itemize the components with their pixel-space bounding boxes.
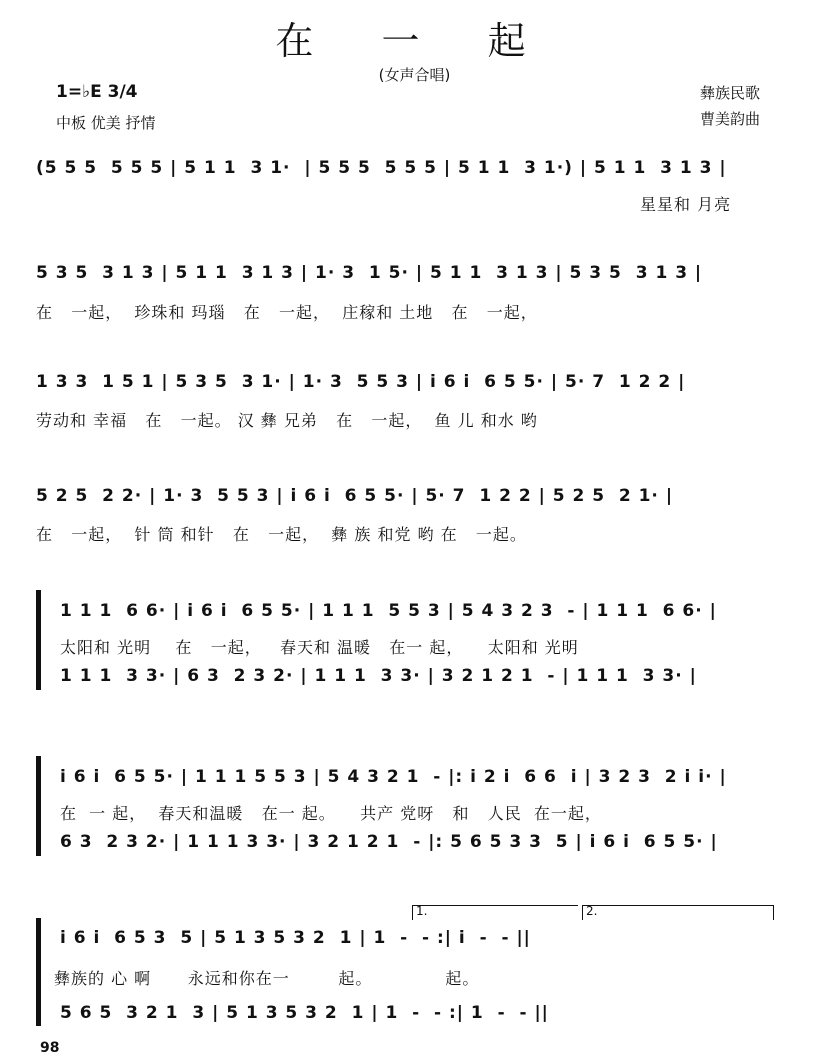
score-line-2-notes: 5 3 5 3 1 3 | 5 1 1 3 1 3 | 1· 3 1 5· | 5 1 1 3 1 3 | 5 3 5 3 1 3 | xyxy=(36,263,703,283)
page-title: 在 一 起 xyxy=(275,19,554,63)
score-line-5-upper: 1 1 1 6 6· | i 6 i 6 5 5· | 1 1 1 5 5 3 | 5 4 3 2 3 - | 1 1 1 6 6· | xyxy=(60,601,717,621)
system-bracket xyxy=(36,756,41,856)
score-line-7-lower: 5 6 5 3 2 1 3 | 5 1 3 5 3 2 1 | 1 - - :| 1 - - || xyxy=(60,1003,549,1023)
score-line-2-lyrics: 在 一起， 珍珠和 玛瑙 在 一起， 庄稼和 土地 在 一起， xyxy=(36,303,538,322)
score-line-5-lower: 1 1 1 3 3· | 6 3 2 3 2· | 1 1 1 3 3· | 3 2 1 2 1 - | 1 1 1 3 3· | xyxy=(60,666,697,686)
subtitle: (女声合唱) xyxy=(378,66,451,84)
system-bracket xyxy=(36,918,41,1026)
volta-2-label: 2. xyxy=(586,904,598,918)
score-line-4-lyrics: 在 一起， 针 筒 和针 在 一起， 彝 族 和党 哟 在 一起。 xyxy=(36,525,527,544)
score-line-3-notes: 1 3 3 1 5 1 | 5 3 5 3 1· | 1· 3 5 5 3 | i 6 i 6 5 5· | 5· 7 1 2 2 | xyxy=(36,372,686,392)
tempo-marking: 中板 优美 抒情 xyxy=(56,114,156,132)
score-line-1-lyrics: 星星和 月亮 xyxy=(640,195,732,214)
score-line-6-upper: i 6 i 6 5 5· | 1 1 1 5 5 3 | 5 4 3 2 1 - |: i 2 i 6 6 i | 3 2 3 2 i i· | xyxy=(60,767,727,787)
volta-second-ending xyxy=(582,905,774,920)
key-signature: 1=♭E 3/4 xyxy=(56,82,138,102)
score-line-1-notes: (5 5 5 5 5 5 | 5 1 1 3 1· | 5 5 5 5 5 5 | 5 1 1 3 1·) | 5 1 1 3 1 3 | xyxy=(36,158,727,178)
volta-first-ending xyxy=(412,905,578,920)
score-line-4-notes: 5 2 5 2 2· | 1· 3 5 5 3 | i 6 i 6 5 5· | 5· 7 1 2 2 | 5 2 5 2 1· | xyxy=(36,486,674,506)
score-line-7-lyrics: 彝族的 心 啊 永远和你在一 起。 起。 xyxy=(54,969,480,988)
volta-1-label: 1. xyxy=(416,904,428,918)
credit-lyrics: 彝族民歌 xyxy=(700,84,761,102)
credit-music: 曹美韵曲 xyxy=(700,110,761,128)
score-line-3-lyrics: 劳动和 幸福 在 一起。 汉 彝 兄弟 在 一起， 鱼 儿 和水 哟 xyxy=(36,411,538,430)
page-number: 98 xyxy=(40,1040,60,1056)
score-line-6-lower: 6 3 2 3 2· | 1 1 1 3 3· | 3 2 1 2 1 - |: 5 6 5 3 3 5 | i 6 i 6 5 5· | xyxy=(60,832,718,852)
score-line-5-lyrics: 太阳和 光明 在 一起， 春天和 温暖 在一 起， 太阳和 光明 xyxy=(60,638,579,657)
score-line-6-lyrics: 在 一 起， 春天和温暖 在一 起。 共产 党呀 和 人民 在一起， xyxy=(60,804,602,823)
score-line-7-upper: i 6 i 6 5 3 5 | 5 1 3 5 3 2 1 | 1 - - :| i - - || xyxy=(60,928,531,948)
system-bracket xyxy=(36,590,41,690)
